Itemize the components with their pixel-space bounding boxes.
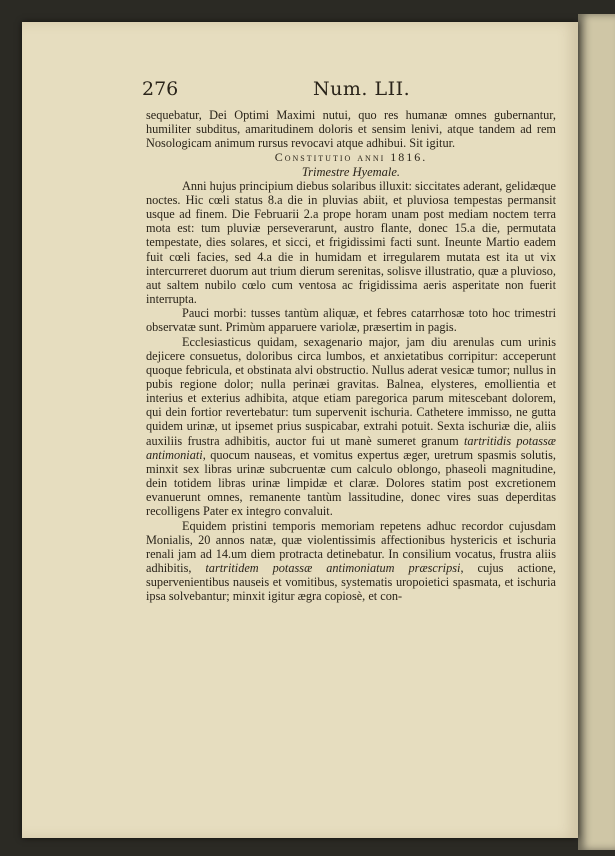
adjacent-page-edge [578,14,615,850]
recollection-paragraph [146,519,556,604]
subsection-title: Trimestre Hyemale. [301,164,401,179]
running-head: Num. LII. [313,78,411,100]
case-paragraph [146,335,556,519]
remedy-name: tartritidis potassæ antimoniati [146,433,556,462]
diseases-paragraph: Pauci morbi: tusses tantùm aliquæ, et febres catarrhosæ toto hoc trimestri observatæ sunt. Primùm apparuere variolæ, præsertim in pagis. [146,306,556,335]
weather-paragraph: Anni hujus principium diebus solaribus illuxit: siccitates aderant, gelidæque noctes. Hic cœli status 8.a die in pluvias abiit, et pluviosa tempestas permansit usque ad finem. Die Februarii 2.a prope horam unam post mediam noctem terra mota est: tum pluviæ perseverarunt, austro flante, donec 15.a die, permutata tempestate, dies solares, et sicci, et frigidissimi facti sunt. Ineunte Martio eadem fuit cœli facies, sed 4.a die in humidam et irregularem mutata est ita ut vix intercurreret duorum aut trium dierum serenitas, solisve illustratio, quæ a pluvioso, aut saltem nubilo cœlo cum ventosa ac frigidissima aeris asperitate non fuerit interrupta. [146,178,556,307]
book-page [22,22,578,838]
intro-paragraph: sequebatur, Dei Optimi Maximi nutui, quo res humanæ omnes gubernantur, humiliter subditus, amaritudinem doloris et sensim lenivi, atque tandem ad rem Nosologicam animum rursus revocavi atque adhibui. Sit igitur. [146,108,556,151]
section-title: Constitutio anni 1816. [274,150,428,165]
case-text-end: , quocum nauseas, et vomitus expertus æger, uretrum spasmis solutis, minxit sex libras urinæ subcruentæ cum calculo oblongo, phaseoli magnitudine, dein totidem libras urinæ limpidæ et claræ. Dolores statim post excretionem evanuerunt omnes, remanente tantùm lassitudine, donec vires suas deperditas recolligens Pater ex integro convaluit. [146,447,556,519]
page-number: 276 [142,78,179,100]
case-text-start: Ecclesiasticus quidam, sexagenario major, jam diu arenulas cum urinis dejicere consuetus, doloribus circa lumbos, et anxietatibus corripitur: acceperunt quoque febricula, et obstinata alvi obstructio. Nullus aderat vesicæ tumor; nullus in pubis regione dolor; nulla perinæi gravitas. Balnea, elysteres, emollientia et interius et exterius adhibita, atque etiam paregorica parum mitescebant dolorem, qui dein fortior revertebatur: tum supervenit ischuria. Cathetere immisso, ne gutta quidem urinæ, ut ipsemet prius suspicabar, extrahi potuit. Sexta ischuriæ die, aliis auxiliis frustra adhibitis, auctor fui ut manè sumeret granum [146,334,556,448]
recollection-text-end: , cujus actione, supervenientibus nauseis et vomitibus, systematis uropoietici spasmata, et ischuria ipsa solvebantur; minxit igitur ægra copiosè, et con- [146,561,556,604]
recollection-text-start: Equidem pristini temporis memoriam repetens adhuc recordor cujusdam Monialis, 20 annos natæ, quæ violentissimis affectionibus hystericis et ischuria renali jam ad 14.um diem protracta detinebatur. In consilium vocatus, frustra aliis adhibitis, [146,518,556,575]
text-block [146,108,556,603]
prescription-text: tartritidem potassæ antimoniatum præscripsi [205,561,461,575]
